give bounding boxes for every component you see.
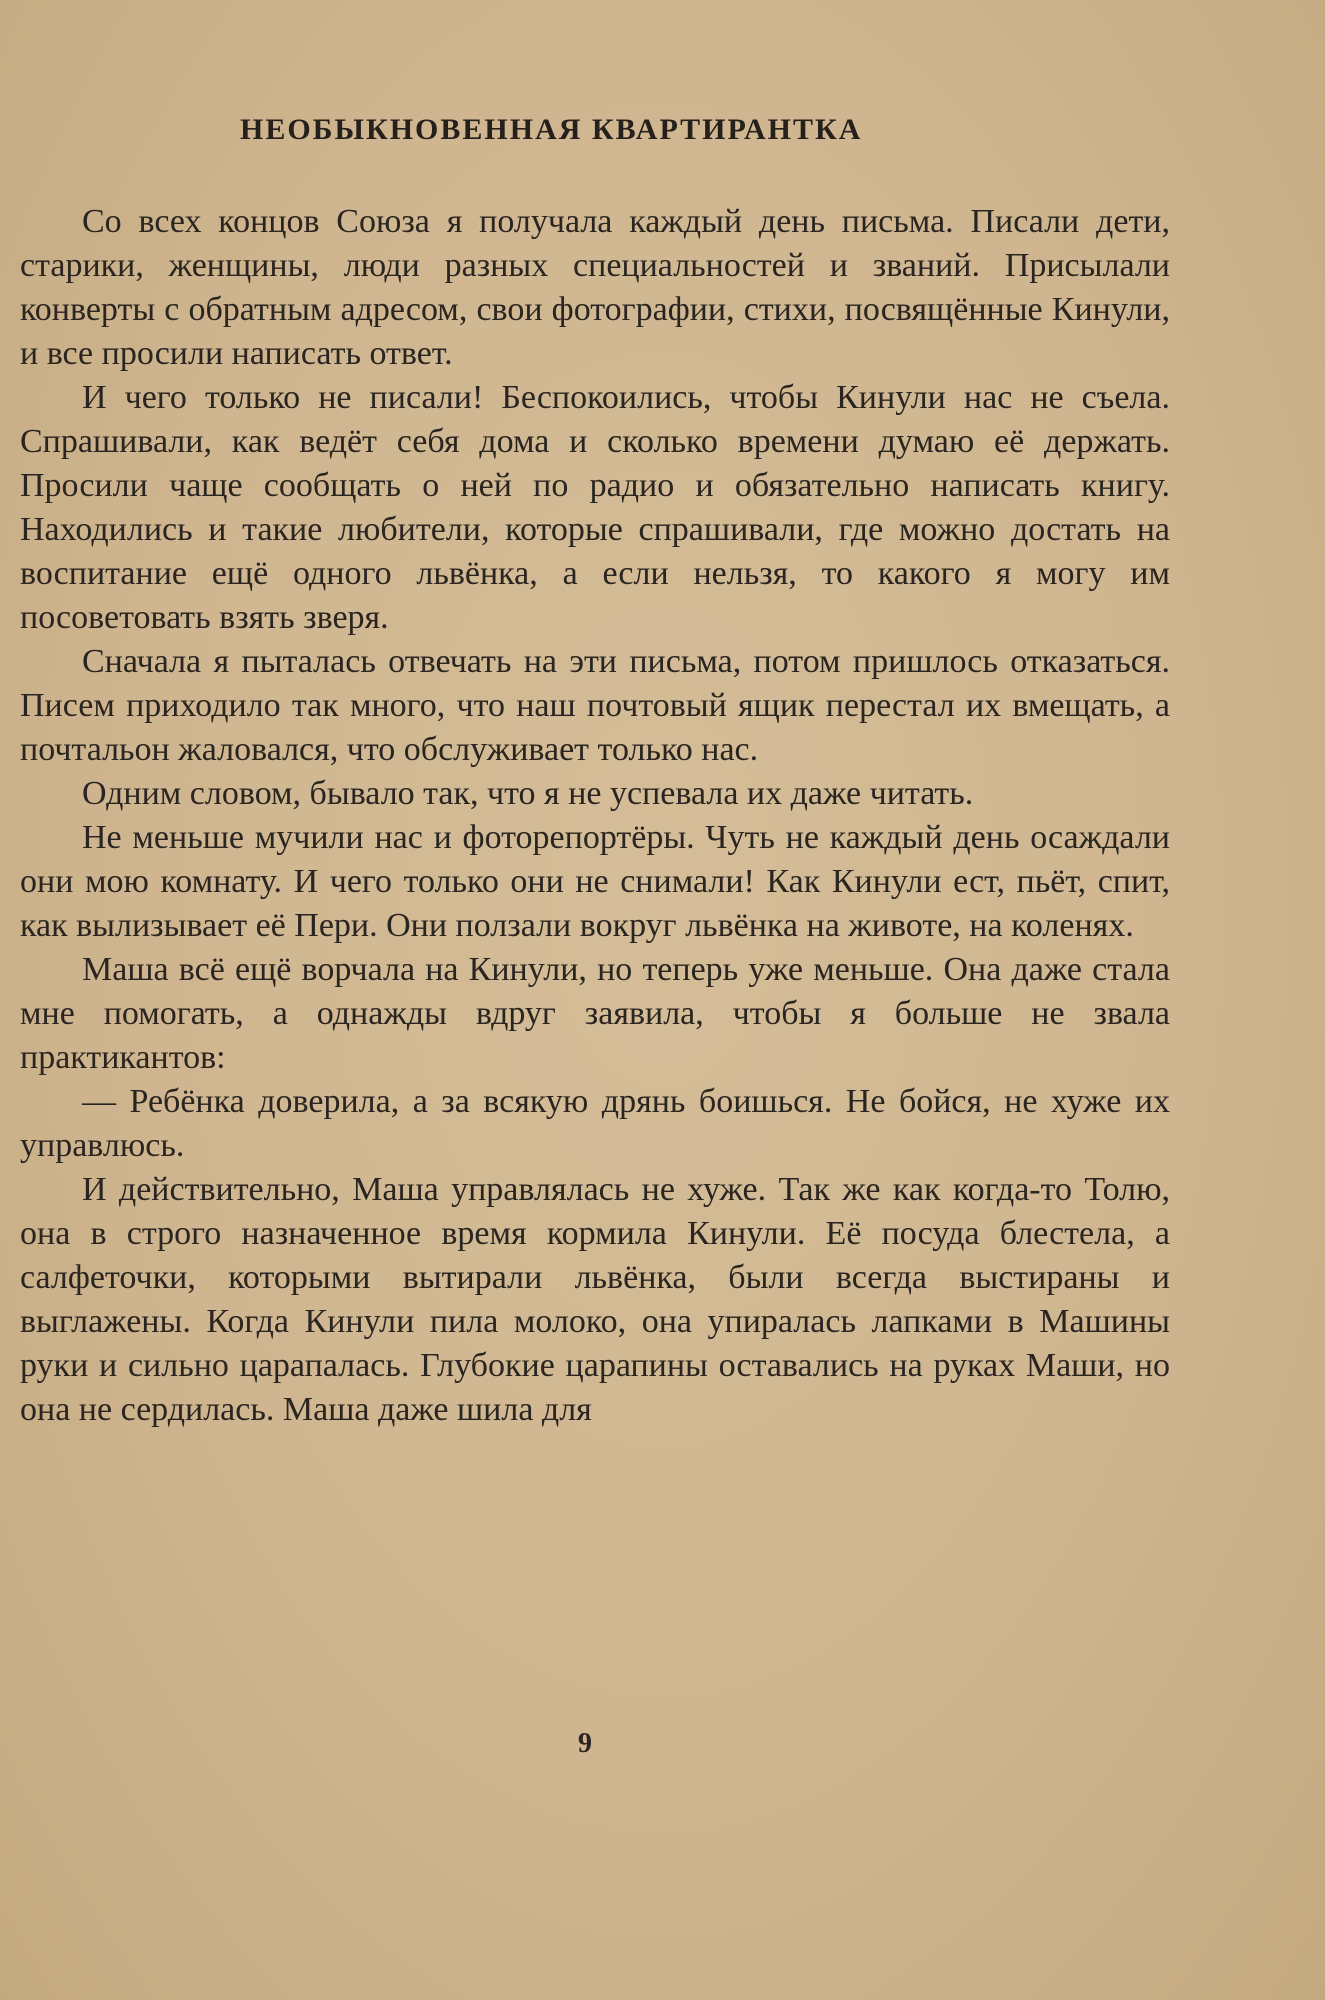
paragraph: — Ребёнка доверила, а за всякую дрянь боишься. Не бойся, не хуже их управлюсь. [20, 1083, 1170, 1164]
running-head: НЕОБЫКНОВЕННАЯ КВАРТИРАНТКА [240, 113, 863, 146]
page-number: 9 [578, 1728, 592, 1759]
text-block [20, 110, 1170, 1432]
paragraph: Со всех концов Союза я получала каждый день письма. Писали дети, старики, женщины, люди разных специальностей и званий. Присылали конверты с обратным адресом, свои фотографии, стихи, посвящённые Кинули, и все просили написать ответ. [20, 203, 1170, 372]
paragraph: И действительно, Маша управлялась не хуже. Так же как когда-то Толю, она в строго назначенное время кормила Кинули. Её посуда блестела, а салфеточки, которыми вытирали львёнка, были всегда выстираны и выглажены. Когда Кинули пила молоко, она упиралась лапками в Машины руки и сильно царапалась. Глубокие царапины оставались на руках Маши, но она не сердилась. Маша даже шила для [20, 1171, 1170, 1428]
paragraph: И чего только не писали! Беспокоились, чтобы Кинули нас не съела. Спрашивали, как ведёт себя дома и сколько времени думаю её держать. Просили чаще сообщать о ней по радио и обязательно написать книгу. Находились и такие любители, которые спрашивали, где можно достать на воспитание ещё одного львёнка, а если нельзя, то какого я могу им посоветовать взять зверя. [20, 379, 1170, 636]
paragraph: Сначала я пыталась отвечать на эти письма, потом пришлось отказаться. Писем приходило так много, что наш почтовый ящик перестал их вмещать, а почтальон жаловался, что обслуживает только нас. [20, 643, 1170, 768]
paragraph: Не меньше мучили нас и фоторепортёры. Чуть не каждый день осаждали они мою комнату. И чего только они не снимали! Как Кинули ест, пьёт, спит, как вылизывает её Пери. Они ползали вокруг львёнка на животе, на коленях. [20, 819, 1170, 944]
paragraph: Одним словом, бывало так, что я не успевала их даже читать. [82, 775, 974, 812]
paragraph: Маша всё ещё ворчала на Кинули, но теперь уже меньше. Она даже стала мне помогать, а однажды вдруг заявила, чтобы я больше не звала практикантов: [20, 951, 1170, 1076]
body-text [20, 200, 1170, 1432]
